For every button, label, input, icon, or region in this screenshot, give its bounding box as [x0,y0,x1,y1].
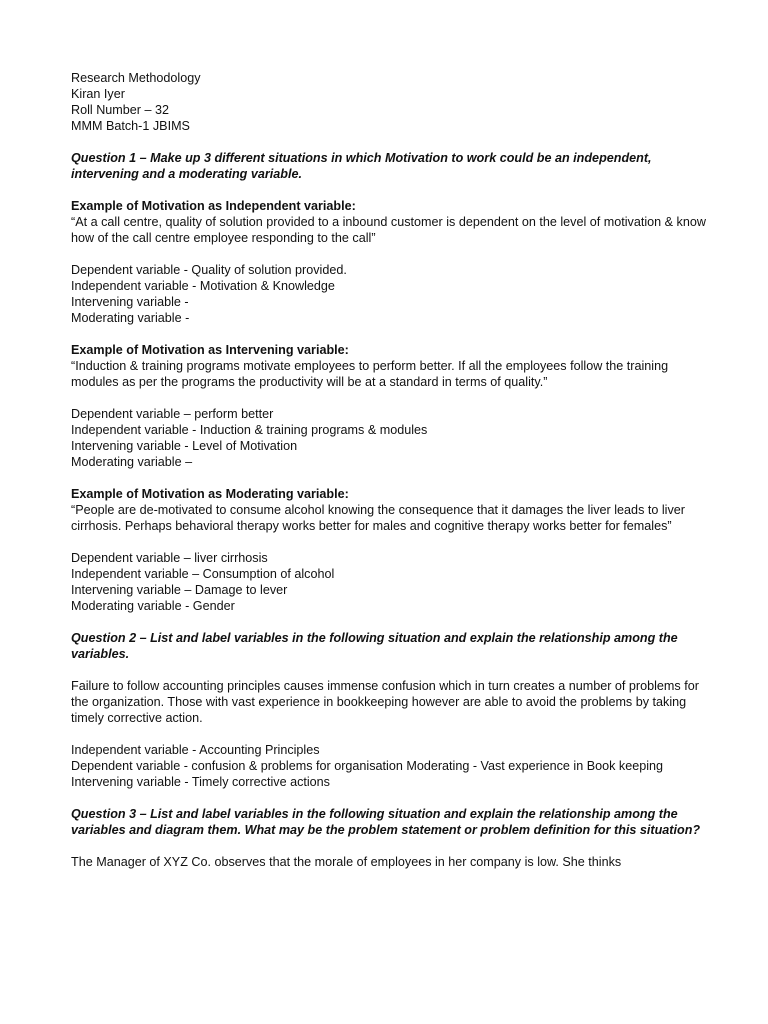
example-intervening-title: Example of Motivation as Intervening variable: [71,343,349,357]
ex1-moderating: Moderating variable - [71,311,190,325]
ex1-independent: Independent variable - Motivation & Knowledge [71,279,335,293]
example-moderating-quote: “People are de-motivated to consume alcohol knowing the consequence that it damages the liver leads to liver cirrhosis. Perhaps behavioral therapy works better for males and cognitive therapy works better for females” [71,503,685,533]
q2-independent: Independent variable - Accounting Principles [71,743,320,757]
roll-number: Roll Number – 32 [71,103,169,117]
ex2-moderating: Moderating variable – [71,455,193,469]
example-independent-title: Example of Motivation as Independent variable: [71,199,356,213]
question-3-situation: The Manager of XYZ Co. observes that the morale of employees in her company is low. She thinks [71,855,622,869]
question-2-situation: Failure to follow accounting principles causes immense confusion which in turn creates a number of problems for the organization. Those with vast experience in bookkeeping however are able to avoid the problems by taking timely corrective action. [71,679,699,725]
question-2: Question 2 – List and label variables in the following situation and explain the relationship among the variables. [71,631,678,661]
course-title: Research Methodology [71,71,201,85]
ex1-dependent: Dependent variable - Quality of solution provided. [71,263,347,277]
question-1: Question 1 – Make up 3 different situations in which Motivation to work could be an independent, intervening and a moderating variable. [71,151,652,181]
ex2-dependent: Dependent variable – perform better [71,407,274,421]
q2-dependent: Dependent variable - confusion & problems for organisation Moderating - Vast experience in Book keeping [71,759,664,773]
q2-intervening: Intervening variable - Timely corrective actions [71,775,330,789]
ex3-moderating: Moderating variable - Gender [71,599,235,613]
ex2-intervening: Intervening variable - Level of Motivation [71,439,298,453]
ex3-independent: Independent variable – Consumption of alcohol [71,567,335,581]
author-name: Kiran Iyer [71,87,125,101]
batch: MMM Batch-1 JBIMS [71,119,190,133]
example-intervening-quote: “Induction & training programs motivate employees to perform better. If all the employees follow the training modules as per the programs the productivity will be at a standard in terms of quality.” [71,359,669,389]
ex3-intervening: Intervening variable – Damage to lever [71,583,288,597]
example-moderating-title: Example of Motivation as Moderating variable: [71,487,349,501]
ex2-independent: Independent variable - Induction & training programs & modules [71,423,428,437]
ex1-intervening: Intervening variable - [71,295,189,309]
document-page [71,70,711,870]
example-independent-quote: “At a call centre, quality of solution provided to a inbound customer is dependent on the level of motivation & know how of the call centre employee responding to the call” [71,215,706,245]
ex3-dependent: Dependent variable – liver cirrhosis [71,551,268,565]
question-3: Question 3 – List and label variables in the following situation and explain the relationship among the variables and diagram them. What may be the problem statement or problem definition for this situation? [71,807,701,837]
